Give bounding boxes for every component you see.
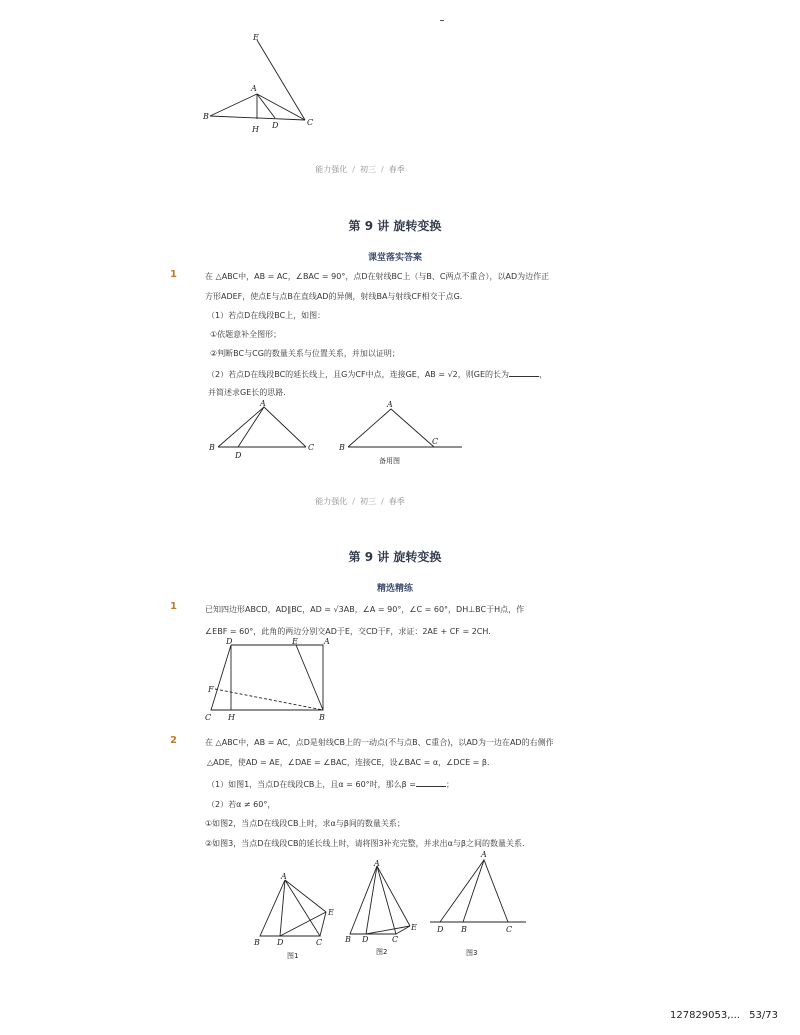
question-line-text: （1）如图1，当点D在线段CB上，且α = 60°时，那么β = (207, 780, 417, 789)
label-a: A (281, 872, 287, 881)
label-a: A (481, 850, 487, 859)
label-b: B (209, 443, 215, 452)
label-a: A (387, 400, 393, 409)
label-c: C (392, 935, 399, 944)
question-line: （2）若α ≠ 60°， (207, 800, 276, 809)
label-d: D (362, 935, 369, 944)
breadcrumb-item: 初三 (360, 497, 376, 506)
label-c: C (506, 925, 513, 934)
question-line (207, 368, 547, 380)
figure-caption: 备用图 (379, 457, 400, 465)
question-line: 并简述求GE长的思路． (208, 388, 292, 397)
question-line: 已知四边形ABCD，AD∥BC，AD = √3AB，∠A = 90°，∠C = 60°，DH⊥BC于H点，作 (205, 605, 525, 614)
top-geometry-figure (195, 28, 335, 140)
label-b: B (345, 935, 351, 944)
label-a: A (324, 637, 330, 646)
breadcrumb-item: 春季 (388, 497, 405, 506)
section-title: 精选精练 (376, 584, 413, 594)
page-mark (440, 20, 444, 21)
label-b: B (254, 938, 260, 947)
question-number: 1 (170, 269, 177, 280)
label-d: D (235, 451, 242, 460)
question-line: ①如图2，当点D在线段CB上时，求α与β间的数量关系； (205, 819, 405, 828)
question-line-text: （2）若点D在线段BC的延长线上，且G为CF中点，连接GE，AB = √2，则GE的长为 (207, 370, 510, 379)
lecture-title: 第 9 讲 旋转变换 (348, 219, 442, 233)
figure-2 (344, 858, 426, 958)
page-footer (670, 1010, 778, 1021)
label-c: C (205, 713, 212, 722)
question-line-text: ， (539, 370, 548, 379)
figure-caption: 图3 (466, 949, 478, 957)
question-line: 在 △ABC中，AB = AC，点D是射线CB上的一动点(不与点B、C重合)，以AD为一边在AD的右侧作 (205, 738, 554, 747)
question-line: 在 △ABC中，AB = AC，∠BAC = 90°，点D在射线BC上（与B、C两点不重合），以AD为边作正 (205, 272, 550, 281)
label-d: D (437, 925, 444, 934)
label-b: B (339, 443, 345, 452)
question-line: ∠EBF = 60°，此角的两边分别交AD于E，交CD于F，求证：2AE + CF = 2CH． (205, 627, 497, 636)
figure-triangle-abc (208, 397, 318, 463)
label-a: A (374, 859, 380, 868)
label-b: B (319, 713, 325, 722)
label-e: E (292, 637, 298, 646)
question-line: 方形ADEF，使点E与点B在直线AD的异侧，射线BA与射线CF相交于点G． (205, 292, 468, 301)
question-line (207, 778, 454, 790)
label-e: E (328, 908, 334, 917)
answer-blank (509, 368, 539, 377)
figure-caption: 图1 (287, 952, 299, 960)
label-a: A (260, 399, 266, 408)
question-line: ②判断BC与CG的数量关系与位置关系，并加以证明； (210, 349, 400, 358)
label-h: H (228, 713, 235, 722)
figure-caption: 图2 (376, 948, 388, 956)
label-d: D (277, 938, 284, 947)
label-c: C (432, 437, 439, 446)
label-d: D (272, 121, 279, 130)
page-indicator: 53/73 (749, 1010, 778, 1021)
question-line: ②如图3，当点D在线段CB的延长线上时，请将图3补充完整，并求出α与β之间的数量关系． (205, 839, 530, 848)
question-line: △ADE，使AD = AE，∠DAE = ∠BAC，连接CE，设∠BAC = α，∠DCE = β． (207, 758, 496, 767)
figure-trapezoid (203, 636, 333, 724)
breadcrumb: 能力强化 / 初三 / 春季 (315, 497, 405, 506)
figure-3 (428, 848, 533, 960)
breadcrumb-item: 能力强化 (315, 497, 348, 506)
document-id: 127829053,... (670, 1010, 740, 1021)
label-c: C (316, 938, 323, 947)
breadcrumb-item: 能力强化 (315, 165, 348, 174)
label-e: E (253, 33, 259, 42)
label-b: B (461, 925, 467, 934)
label-c: C (308, 443, 315, 452)
question-line: ①依题意补全图形； (210, 330, 282, 339)
label-a: A (251, 84, 257, 93)
figure-spare-diagram (336, 397, 471, 469)
breadcrumb-item: 初三 (360, 165, 376, 174)
breadcrumb: 能力强化 / 初三 / 春季 (315, 165, 405, 174)
label-e: E (411, 923, 417, 932)
question-number: 2 (170, 735, 177, 746)
question-line: （1）若点D在线段BC上，如图： (207, 311, 326, 320)
answer-blank (416, 778, 446, 787)
question-number: 1 (170, 601, 177, 612)
breadcrumb-item: 春季 (388, 165, 405, 174)
label-f: F (208, 685, 214, 694)
label-d: D (226, 637, 233, 646)
section-title: 课堂落实答案 (367, 253, 422, 263)
lecture-title: 第 9 讲 旋转变换 (348, 550, 442, 564)
label-b: B (203, 112, 209, 121)
figure-1 (250, 870, 342, 962)
label-h: H (252, 125, 259, 134)
question-line-text: ； (446, 780, 455, 789)
label-c: C (307, 118, 314, 127)
